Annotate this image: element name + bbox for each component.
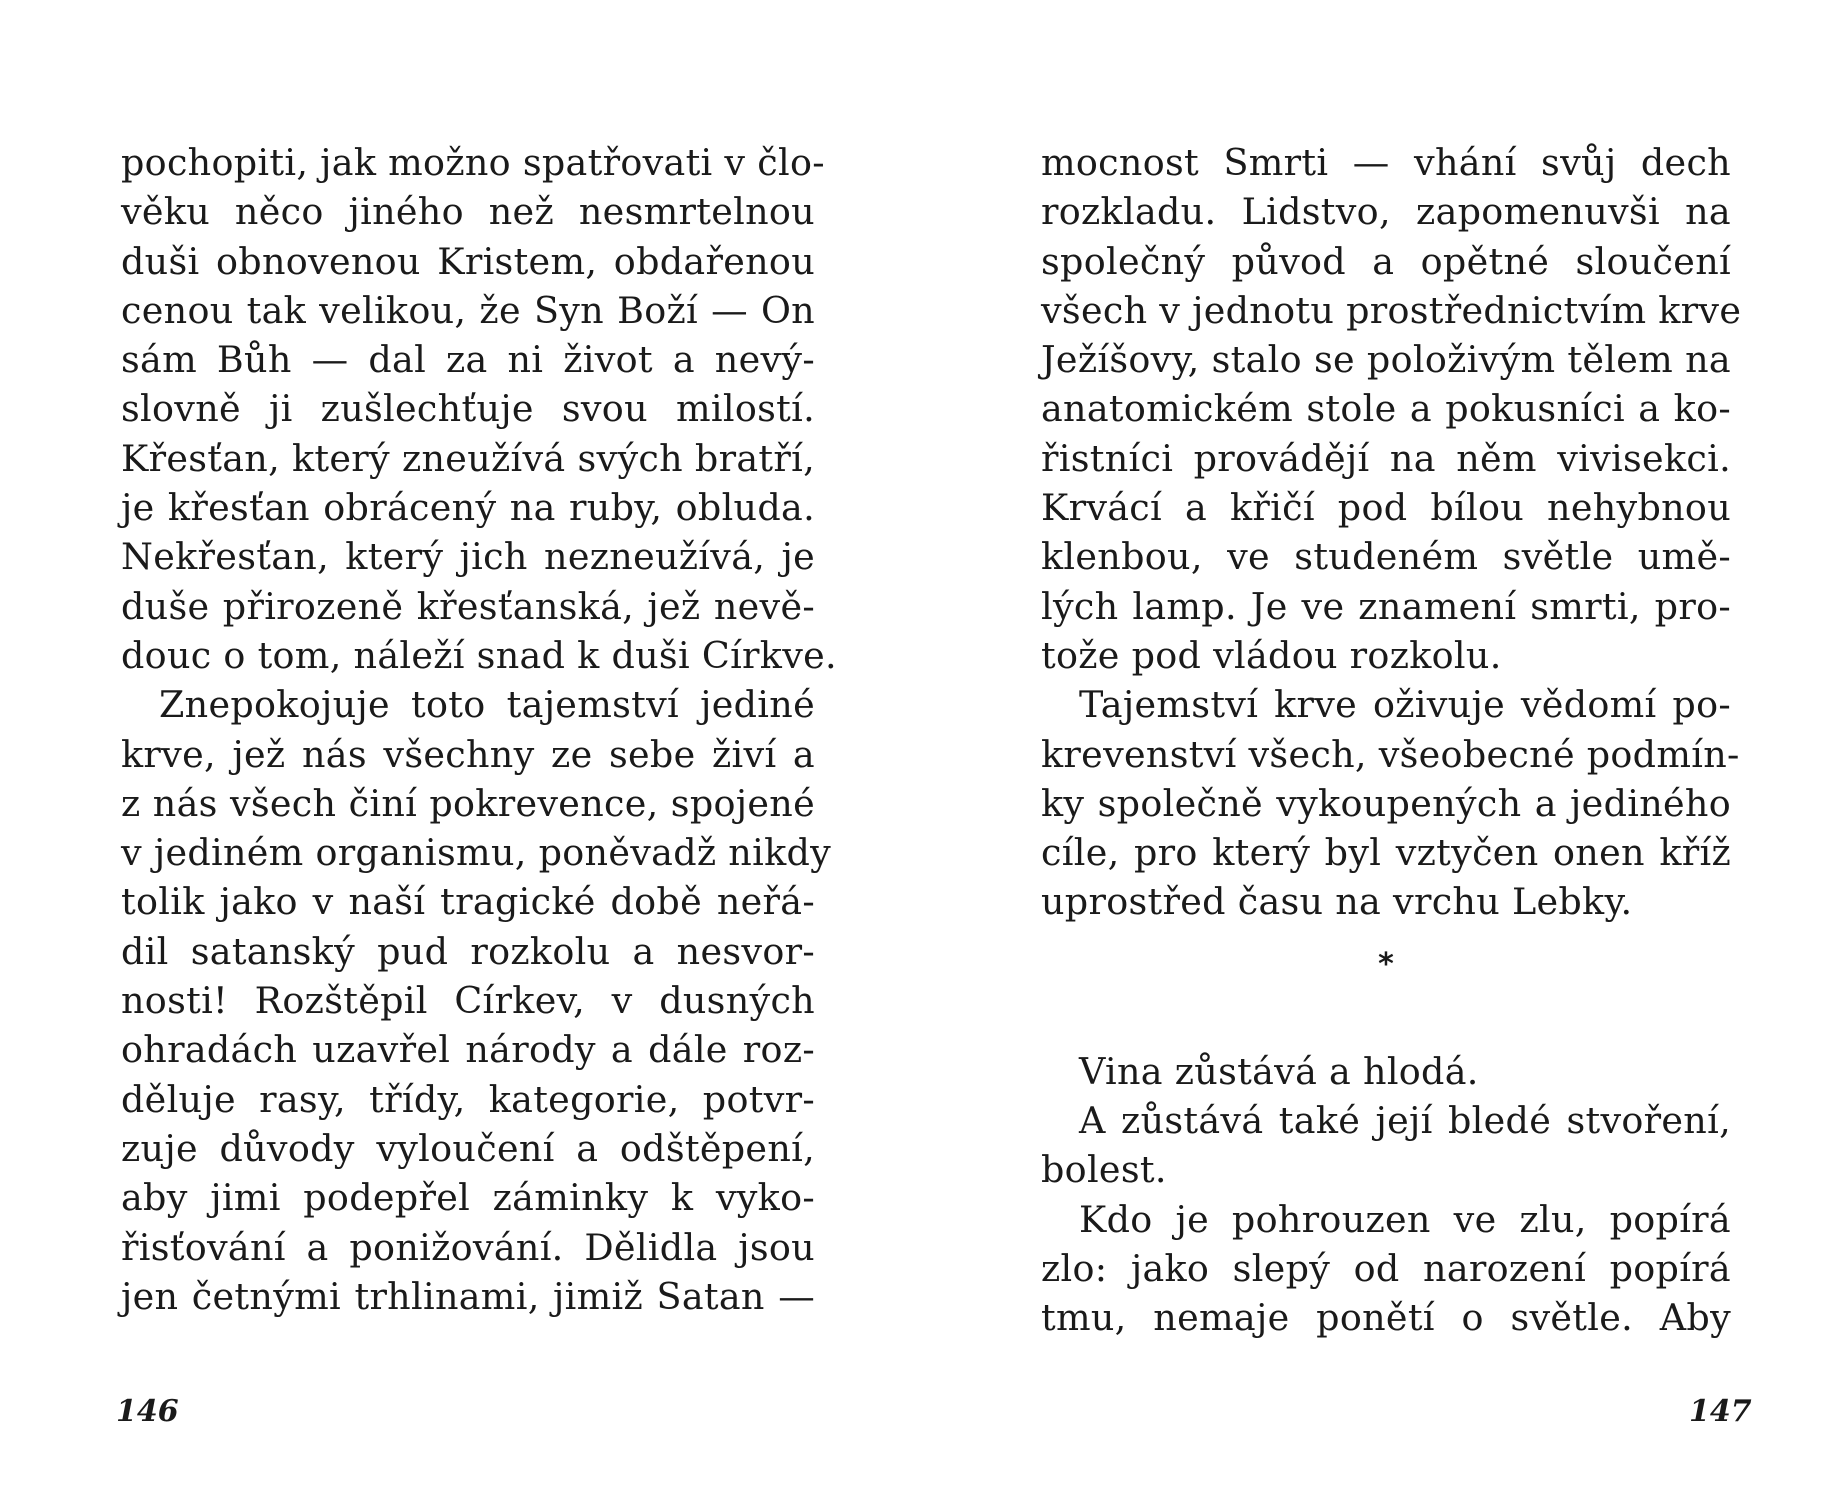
text-line: řisťování a ponižování. Dělidla jsou <box>121 1225 815 1269</box>
text-line: tože pod vládou rozkolu. <box>1041 633 1502 677</box>
text-line: krve, jež nás všechny ze sebe živí a <box>121 732 815 776</box>
text-line: tolik jako v naší tragické době neřá- <box>121 880 815 924</box>
text-line: Znepokojuje toto tajemství jediné <box>159 683 815 727</box>
text-line: tmu, nemaje ponětí o světle. Aby <box>1041 1296 1731 1340</box>
page-number-left: 146 <box>116 1394 179 1429</box>
text-line: řistníci provádějí na něm vivisekci. <box>1041 436 1731 480</box>
text-line: Nekřesťan, který jich nezneužívá, je <box>121 535 815 579</box>
page-number-right: 147 <box>1689 1394 1752 1429</box>
paragraph <box>1041 1096 1731 1195</box>
text-line: anatomickém stole a pokusníci a ko- <box>1041 387 1731 431</box>
text-line: Vina zůstává a hlodá. <box>1079 1049 1479 1093</box>
paragraph <box>1041 1047 1731 1096</box>
text-line: A zůstává také její bledé stvoření, <box>1079 1099 1731 1143</box>
text-line: duše přirozeně křesťanská, jež nevě- <box>121 584 815 628</box>
paragraph <box>1041 1195 1731 1343</box>
text-line: Kdo je pohrouzen ve zlu, popírá <box>1079 1197 1731 1241</box>
text-line: pochopiti, jak možno spatřovati v člo- <box>121 141 825 184</box>
text-line: všech v jednotu prostřednictvím krve <box>1041 288 1742 332</box>
text-line: dil satanský pud rozkolu a nesvor- <box>121 929 815 973</box>
text-line: Ježíšovy, stalo se položivým tělem na <box>1041 338 1731 382</box>
paragraph <box>121 680 832 1321</box>
text-line: sám Bůh — dal za ni život a nevý- <box>121 338 815 382</box>
text-line: lých lamp. Je ve znamení smrti, pro- <box>1041 584 1731 628</box>
text-line: z nás všech činí pokrevence, spojené <box>121 781 815 825</box>
text-line: Tajemství krve oživuje vědomí po- <box>1079 683 1731 727</box>
section-separator <box>1041 927 1731 1047</box>
text-line: Křesťan, který zneužívá svých bratří, <box>121 436 815 480</box>
text-line: ohradách uzavřel národy a dále roz- <box>121 1028 815 1072</box>
text-line: krevenství všech, všeobecné podmín- <box>1041 732 1740 776</box>
text-line: bolest. <box>1041 1148 1167 1192</box>
text-line: aby jimi podepřel záminky k vyko- <box>121 1176 815 1220</box>
text-line: uprostřed času na vrchu Lebky. <box>1041 880 1633 924</box>
paragraph <box>1041 680 1740 926</box>
text-line: Krvácí a křičí pod bílou nehybnou <box>1041 486 1731 530</box>
text-line: mocnost Smrti — vhání svůj dech <box>1041 141 1731 184</box>
text-line: jen četnými trhlinami, jimiž Satan — <box>121 1274 815 1318</box>
paragraph <box>1041 138 1742 680</box>
text-line: nosti! Rozštěpil Církev, v dusných <box>121 979 815 1023</box>
text-line: rozkladu. Lidstvo, zapomenuvši na <box>1041 190 1731 234</box>
text-line: zlo: jako slepý od narození popírá <box>1041 1246 1731 1290</box>
paragraph <box>121 138 837 680</box>
text-line: ky společně vykoupených a jediného <box>1041 781 1731 825</box>
left-page-text <box>121 138 837 1321</box>
text-line: douc o tom, náleží snad k duši Církve. <box>121 633 837 677</box>
text-line: je křesťan obrácený na ruby, obluda. <box>121 486 815 530</box>
text-line: děluje rasy, třídy, kategorie, potvr- <box>121 1077 815 1121</box>
text-line: společný původ a opětné sloučení <box>1041 239 1731 283</box>
asterisk-separator: * <box>1378 946 1394 982</box>
text-line: slovně ji zušlechťuje svou milostí. <box>121 387 815 431</box>
text-line: věku něco jiného než nesmrtelnou <box>121 190 815 234</box>
text-line: klenbou, ve studeném světle umě- <box>1041 535 1731 579</box>
right-page-text <box>1041 138 1742 1343</box>
text-line: duši obnovenou Kristem, obdařenou <box>121 239 815 283</box>
text-line: cenou tak velikou, že Syn Boží — On <box>121 288 815 332</box>
text-line: zuje důvody vyloučení a odštěpení, <box>121 1126 815 1170</box>
text-line: cíle, pro který byl vztyčen onen kříž <box>1041 831 1731 875</box>
text-line: v jediném organismu, poněvadž nikdy <box>121 831 832 875</box>
